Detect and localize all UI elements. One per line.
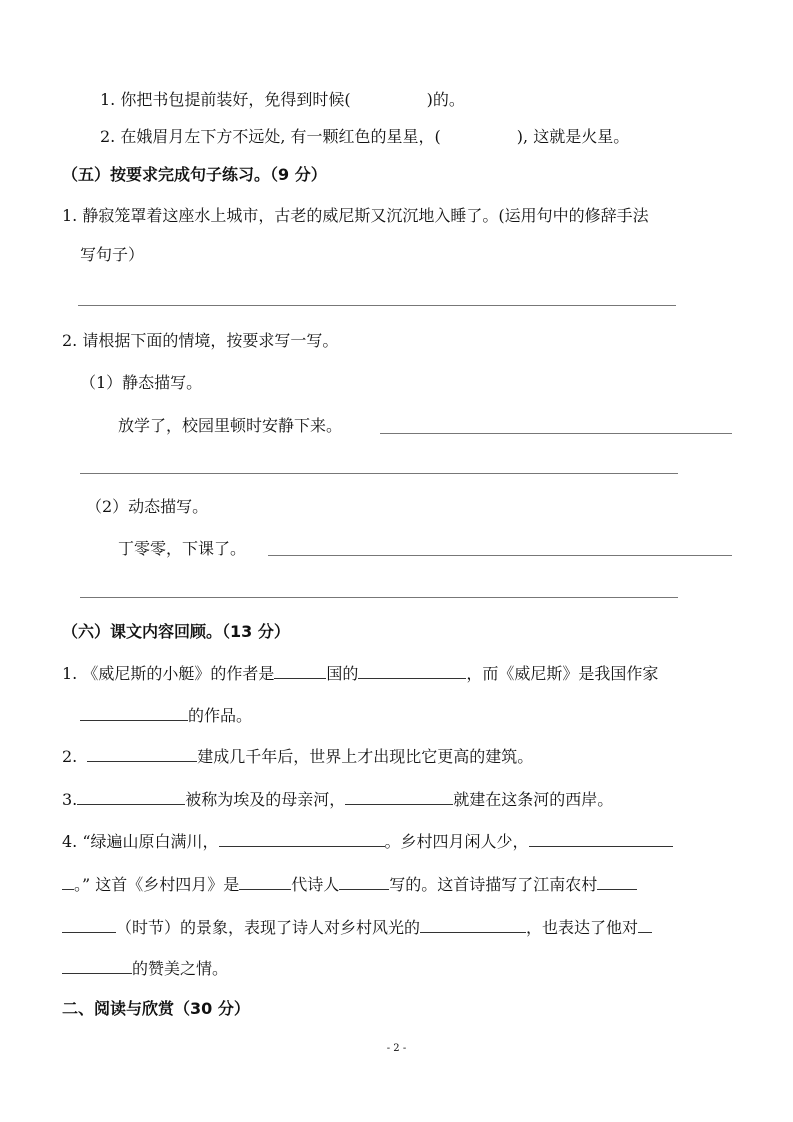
answer-line[interactable] [80,473,678,474]
question-text: 4. “绿遍山原白满川， [62,832,219,851]
question-text: 2. [62,747,78,766]
answer-line[interactable] [268,555,732,556]
question-text: 3. [62,790,78,809]
sub-question-prompt: 放学了，校园里顿时安静下来。 [118,416,343,435]
review-question-1 [62,662,658,684]
fill-in-item-1 [100,90,465,110]
fill-in-item-2 [100,127,629,147]
answer-blank[interactable] [219,830,385,847]
question-text: 被称为埃及的母亲河， [185,790,346,809]
answer-blank[interactable] [597,873,637,890]
answer-blank[interactable] [529,830,673,847]
question-1: 1. 静寂笼罩着这座水上城市，古老的威尼斯又沉沉地入睡了。(运用句中的修辞手法 [62,206,649,225]
review-question-4-cont [62,916,652,938]
answer-blank[interactable] [77,788,185,805]
question-text: 的作品。 [188,706,253,725]
question-text: 代诗人 [291,875,340,894]
question-text: 建成几千年后，世界上才出现比它更高的建筑。 [197,747,534,766]
answer-blank[interactable] [358,662,466,679]
answer-line[interactable] [80,597,678,598]
answer-blank[interactable] [239,873,291,890]
question-text: （时节）的景象，表现了诗人对乡村风光的 [116,918,421,937]
answer-blank[interactable] [87,745,197,762]
item-text: 2. 在娥眉月左下方不远处, 有一颗红色的星星，( [100,127,441,146]
item-text: 1. 你把书包提前装好，免得到时候( [100,90,351,109]
answer-blank[interactable] [345,788,453,805]
review-question-3 [62,788,613,810]
answer-blank[interactable] [62,916,116,933]
question-text: 1. 《威尼斯的小艇》的作者是 [62,664,275,683]
answer-blank[interactable] [62,873,74,890]
question-text: 。” 这首《乡村四月》是 [74,875,240,894]
section-heading: （五）按要求完成句子练习。（9 分） [62,165,327,184]
answer-blank[interactable] [638,916,652,933]
sub-question-prompt: 丁零零，下课了。 [118,539,247,558]
question-2: 2. 请根据下面的情境，按要求写一写。 [62,331,339,350]
review-question-4-cont [62,957,228,979]
question-text: 写的。这首诗描写了江南农村 [389,875,598,894]
section-heading: （六）课文内容回顾。（13 分） [62,622,290,641]
part-heading: 二、阅读与欣赏（30 分） [62,999,250,1018]
question-text: 就建在这条河的西岸。 [453,790,614,809]
answer-blank[interactable] [80,704,188,721]
answer-blank[interactable] [420,916,526,933]
question-text: ，也表达了他对 [526,918,639,937]
question-text: 国的 [326,664,359,683]
review-question-1-cont [80,704,252,726]
item-text: ), 这就是火星。 [516,127,630,146]
answer-blank[interactable] [339,873,389,890]
sub-question-label: （1）静态描写。 [80,373,203,392]
answer-blank[interactable] [274,662,326,679]
answer-line[interactable] [78,305,676,306]
page-number: - 2 - [386,1043,407,1054]
answer-blank[interactable] [62,957,132,974]
question-text: 的赞美之情。 [132,959,229,978]
question-text: ，而《威尼斯》是我国作家 [466,664,659,683]
question-1-cont: 写句子） [80,245,145,264]
review-question-4-cont [62,873,637,895]
review-question-2 [62,745,533,767]
question-text: 。乡村四月闲人少， [384,832,529,851]
answer-line[interactable] [380,433,732,434]
item-text: )的。 [426,90,465,109]
sub-question-label: （2）动态描写。 [86,497,209,516]
review-question-4 [62,830,673,852]
